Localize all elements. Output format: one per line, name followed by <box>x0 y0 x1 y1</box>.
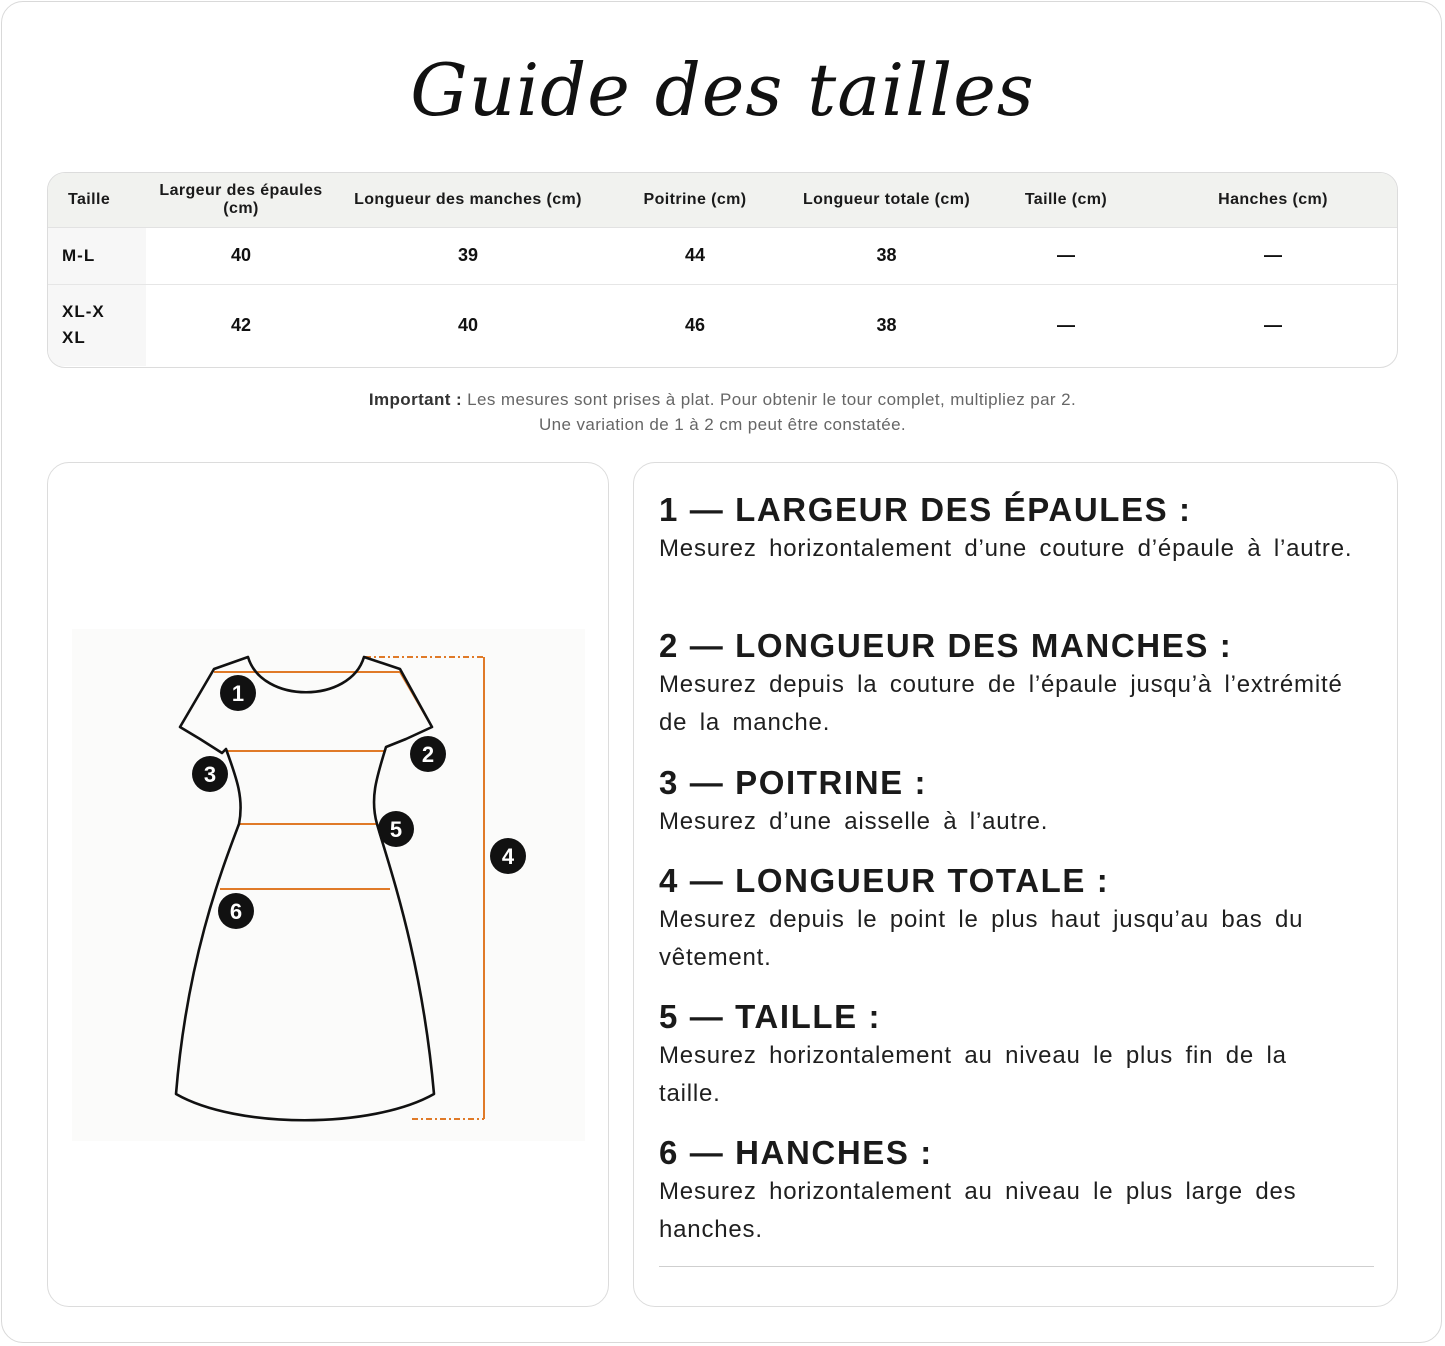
header-taille: Taille <box>48 173 146 227</box>
section-text: Mesurez horizontalement au niveau le plus fin de la taille. <box>659 1042 1287 1107</box>
table-cell: 38 <box>876 245 897 265</box>
dress-diagram-card <box>47 462 609 1307</box>
table-cell: 39 <box>457 245 479 265</box>
size-cell: M-L <box>48 227 146 284</box>
note-label: Important : <box>368 390 463 409</box>
marker-4 <box>490 838 526 874</box>
section-text: Mesurez d’une aisselle à l’autre. <box>659 808 1049 835</box>
section-bust <box>659 763 1359 841</box>
section-heading: 5 — TAILLE : <box>659 998 882 1035</box>
section-text: Mesurez depuis le point le plus haut jusqu’au bas du vêtement. <box>659 906 1304 971</box>
table-cell: — <box>1057 314 1075 335</box>
section-text: Mesurez depuis la couture de l’épaule jusqu’à l’extrémité de la manche. <box>659 671 1343 736</box>
marker-5 <box>378 811 414 847</box>
header-hanches: Hanches (cm) <box>1149 173 1397 227</box>
note-text-2: Une variation de 1 à 2 cm peut être constatée. <box>538 415 907 434</box>
marker-6-label: 6 <box>229 899 243 924</box>
size-cell-text: XL-XXL <box>62 302 105 348</box>
table-cell: — <box>1264 314 1282 335</box>
section-text: Mesurez horizontalement au niveau le plus large des hanches. <box>659 1178 1297 1243</box>
section-heading: 1 — LARGEUR DES ÉPAULES : <box>659 491 1192 528</box>
marker-6 <box>218 893 254 929</box>
table-cell: 44 <box>684 245 706 265</box>
instructions-card <box>633 462 1398 1307</box>
marker-1-label: 1 <box>231 681 245 706</box>
page-title: Guide des tailles <box>410 48 1035 132</box>
table-cell: — <box>1264 245 1282 265</box>
section-waist <box>659 997 1359 1113</box>
table-cell: 46 <box>684 314 706 335</box>
section-sleeve <box>659 626 1359 742</box>
table-cell: 40 <box>457 314 479 335</box>
table-cell: — <box>1057 245 1075 265</box>
header-poitrine: Poitrine (cm) <box>600 173 790 227</box>
marker-3 <box>192 756 228 792</box>
marker-4-label: 4 <box>501 844 515 869</box>
section-hips <box>659 1133 1359 1249</box>
size-cell <box>48 284 146 366</box>
section-text: Mesurez horizontalement d’une couture d’épaule à l’autre. <box>659 535 1353 562</box>
size-table <box>48 173 1397 366</box>
table-row <box>48 227 1397 284</box>
table-cell: 40 <box>230 245 252 265</box>
diagram-background <box>72 629 585 1141</box>
marker-2 <box>410 736 446 772</box>
table-header-row <box>48 173 1397 227</box>
divider <box>659 1266 1374 1267</box>
marker-1 <box>220 675 256 711</box>
table-cell: 42 <box>230 314 252 335</box>
measurement-note <box>0 387 1445 437</box>
header-taille-cm: Taille (cm) <box>983 173 1149 227</box>
header-largeur-epaules: Largeur des épaules (cm) <box>146 173 336 227</box>
section-heading: 4 — LONGUEUR TOTALE : <box>659 862 1110 899</box>
dress-diagram <box>72 629 585 1141</box>
size-table-card <box>47 172 1398 368</box>
table-row <box>48 284 1397 366</box>
marker-3-label: 3 <box>203 762 217 787</box>
header-longueur-totale: Longueur totale (cm) <box>790 173 983 227</box>
section-heading: 3 — POITRINE : <box>659 764 928 801</box>
section-heading: 6 — HANCHES : <box>659 1134 933 1171</box>
section-shoulder <box>659 490 1359 568</box>
note-line-1 <box>0 387 1445 412</box>
header-longueur-manches: Longueur des manches (cm) <box>336 173 600 227</box>
section-heading: 2 — LONGUEUR DES MANCHES : <box>659 627 1233 664</box>
marker-5-label: 5 <box>389 817 403 842</box>
section-length <box>659 861 1359 977</box>
table-cell: 38 <box>876 314 897 335</box>
note-text-1: Les mesures sont prises à plat. Pour obtenir le tour complet, multipliez par 2. <box>467 390 1077 409</box>
marker-2-label: 2 <box>421 742 435 767</box>
